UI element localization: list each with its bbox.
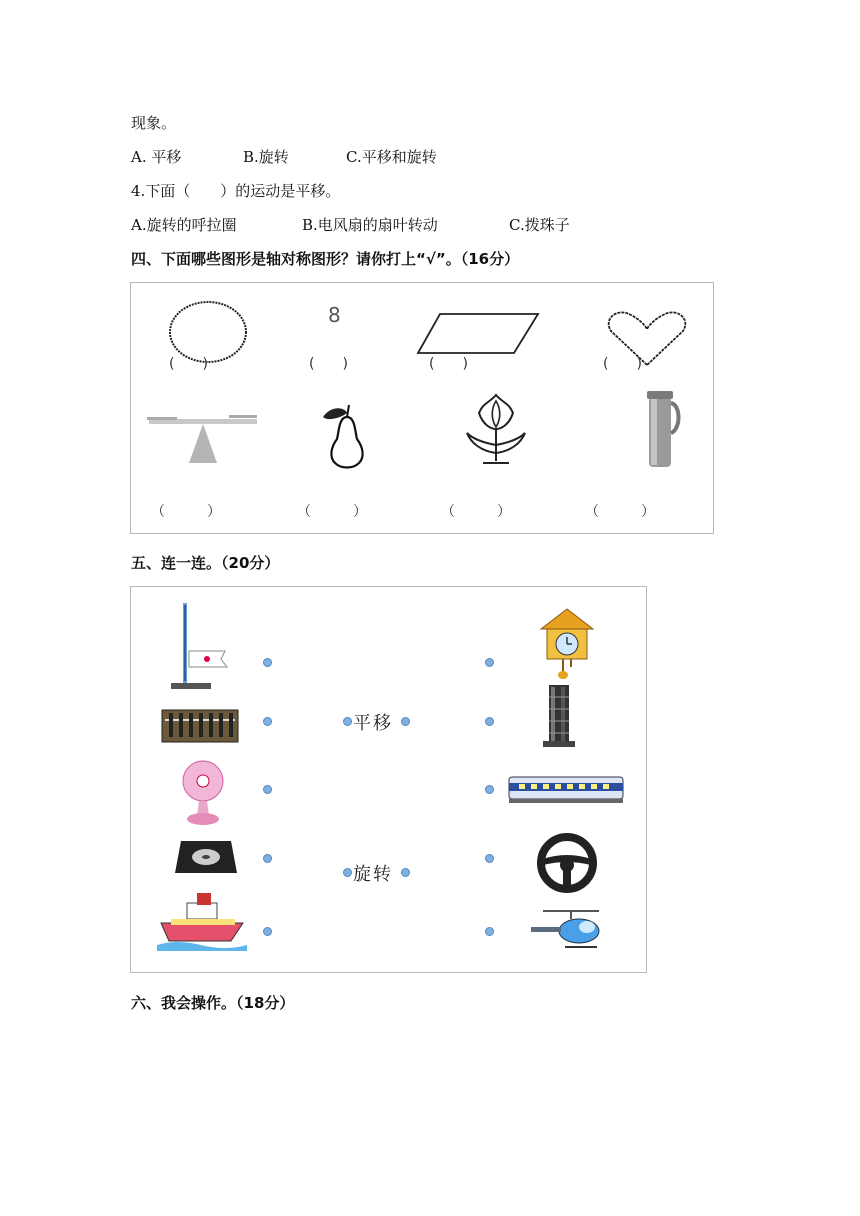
flagpole-icon: [167, 601, 231, 693]
right-dot[interactable]: [485, 927, 494, 936]
right-dot[interactable]: [485, 854, 494, 863]
right-dot[interactable]: [485, 658, 494, 667]
option-b: B.旋转: [243, 148, 289, 166]
q4-option-c: C.拨珠子: [509, 216, 570, 234]
q4-option-a: A.旋转的呼拉圈: [131, 216, 237, 234]
answer-paren[interactable]: （ ）: [151, 504, 221, 520]
abacus-icon: [161, 709, 241, 745]
section-6-title: 六、我会操作。（18分）: [131, 994, 295, 1012]
left-dot[interactable]: [263, 658, 272, 667]
question-4: 4.下面（ ）的运动是平移。: [131, 182, 341, 200]
helicopter-icon: [529, 905, 615, 957]
desk-fan-icon: [179, 759, 231, 827]
answer-paren[interactable]: （ ）: [585, 504, 655, 520]
left-dot[interactable]: [263, 717, 272, 726]
section-4-title: 四、下面哪些图形是轴对称图形？请你打上“√”。（16分）: [131, 250, 520, 268]
pear-icon: [317, 399, 377, 469]
thermos-bottle-icon: [639, 389, 683, 469]
section-5-title: 五、连一连。（20分）: [131, 554, 280, 572]
cd-player-icon: [173, 839, 239, 877]
ship-icon: [157, 887, 247, 953]
center-dot[interactable]: [343, 717, 352, 726]
q4-option-b: B.电风扇的扇叶转动: [302, 216, 438, 234]
center-dot[interactable]: [343, 868, 352, 877]
cuckoo-clock-icon: [539, 607, 595, 681]
center-dot[interactable]: [401, 717, 410, 726]
label-rotation: 旋转: [353, 864, 393, 885]
label-translation: 平移: [353, 713, 393, 734]
parallelogram-shape-icon: [416, 311, 541, 357]
balance-scale-icon: [147, 413, 259, 467]
matching-box: [130, 586, 647, 973]
left-dot[interactable]: [263, 927, 272, 936]
right-dot[interactable]: [485, 717, 494, 726]
digit-eight-icon: 8: [328, 303, 341, 327]
flower-icon: [461, 389, 531, 469]
right-dot[interactable]: [485, 785, 494, 794]
answer-paren[interactable]: （ ）: [297, 504, 367, 520]
answer-paren[interactable]: （ ）: [441, 504, 511, 520]
option-c: C.平移和旋转: [346, 148, 437, 166]
left-dot[interactable]: [263, 854, 272, 863]
answer-paren[interactable]: ( ): [169, 356, 208, 372]
question-continuation: 现象。: [131, 114, 177, 132]
answer-paren[interactable]: ( ): [429, 356, 468, 372]
train-icon: [507, 773, 627, 807]
steering-wheel-icon: [535, 833, 601, 893]
symmetry-figure-box: [130, 282, 714, 534]
option-a: A. 平移: [131, 148, 182, 166]
tower-elevator-icon: [541, 683, 577, 749]
answer-paren[interactable]: ( ): [603, 356, 642, 372]
center-dot[interactable]: [401, 868, 410, 877]
answer-paren[interactable]: ( ): [309, 356, 348, 372]
left-dot[interactable]: [263, 785, 272, 794]
